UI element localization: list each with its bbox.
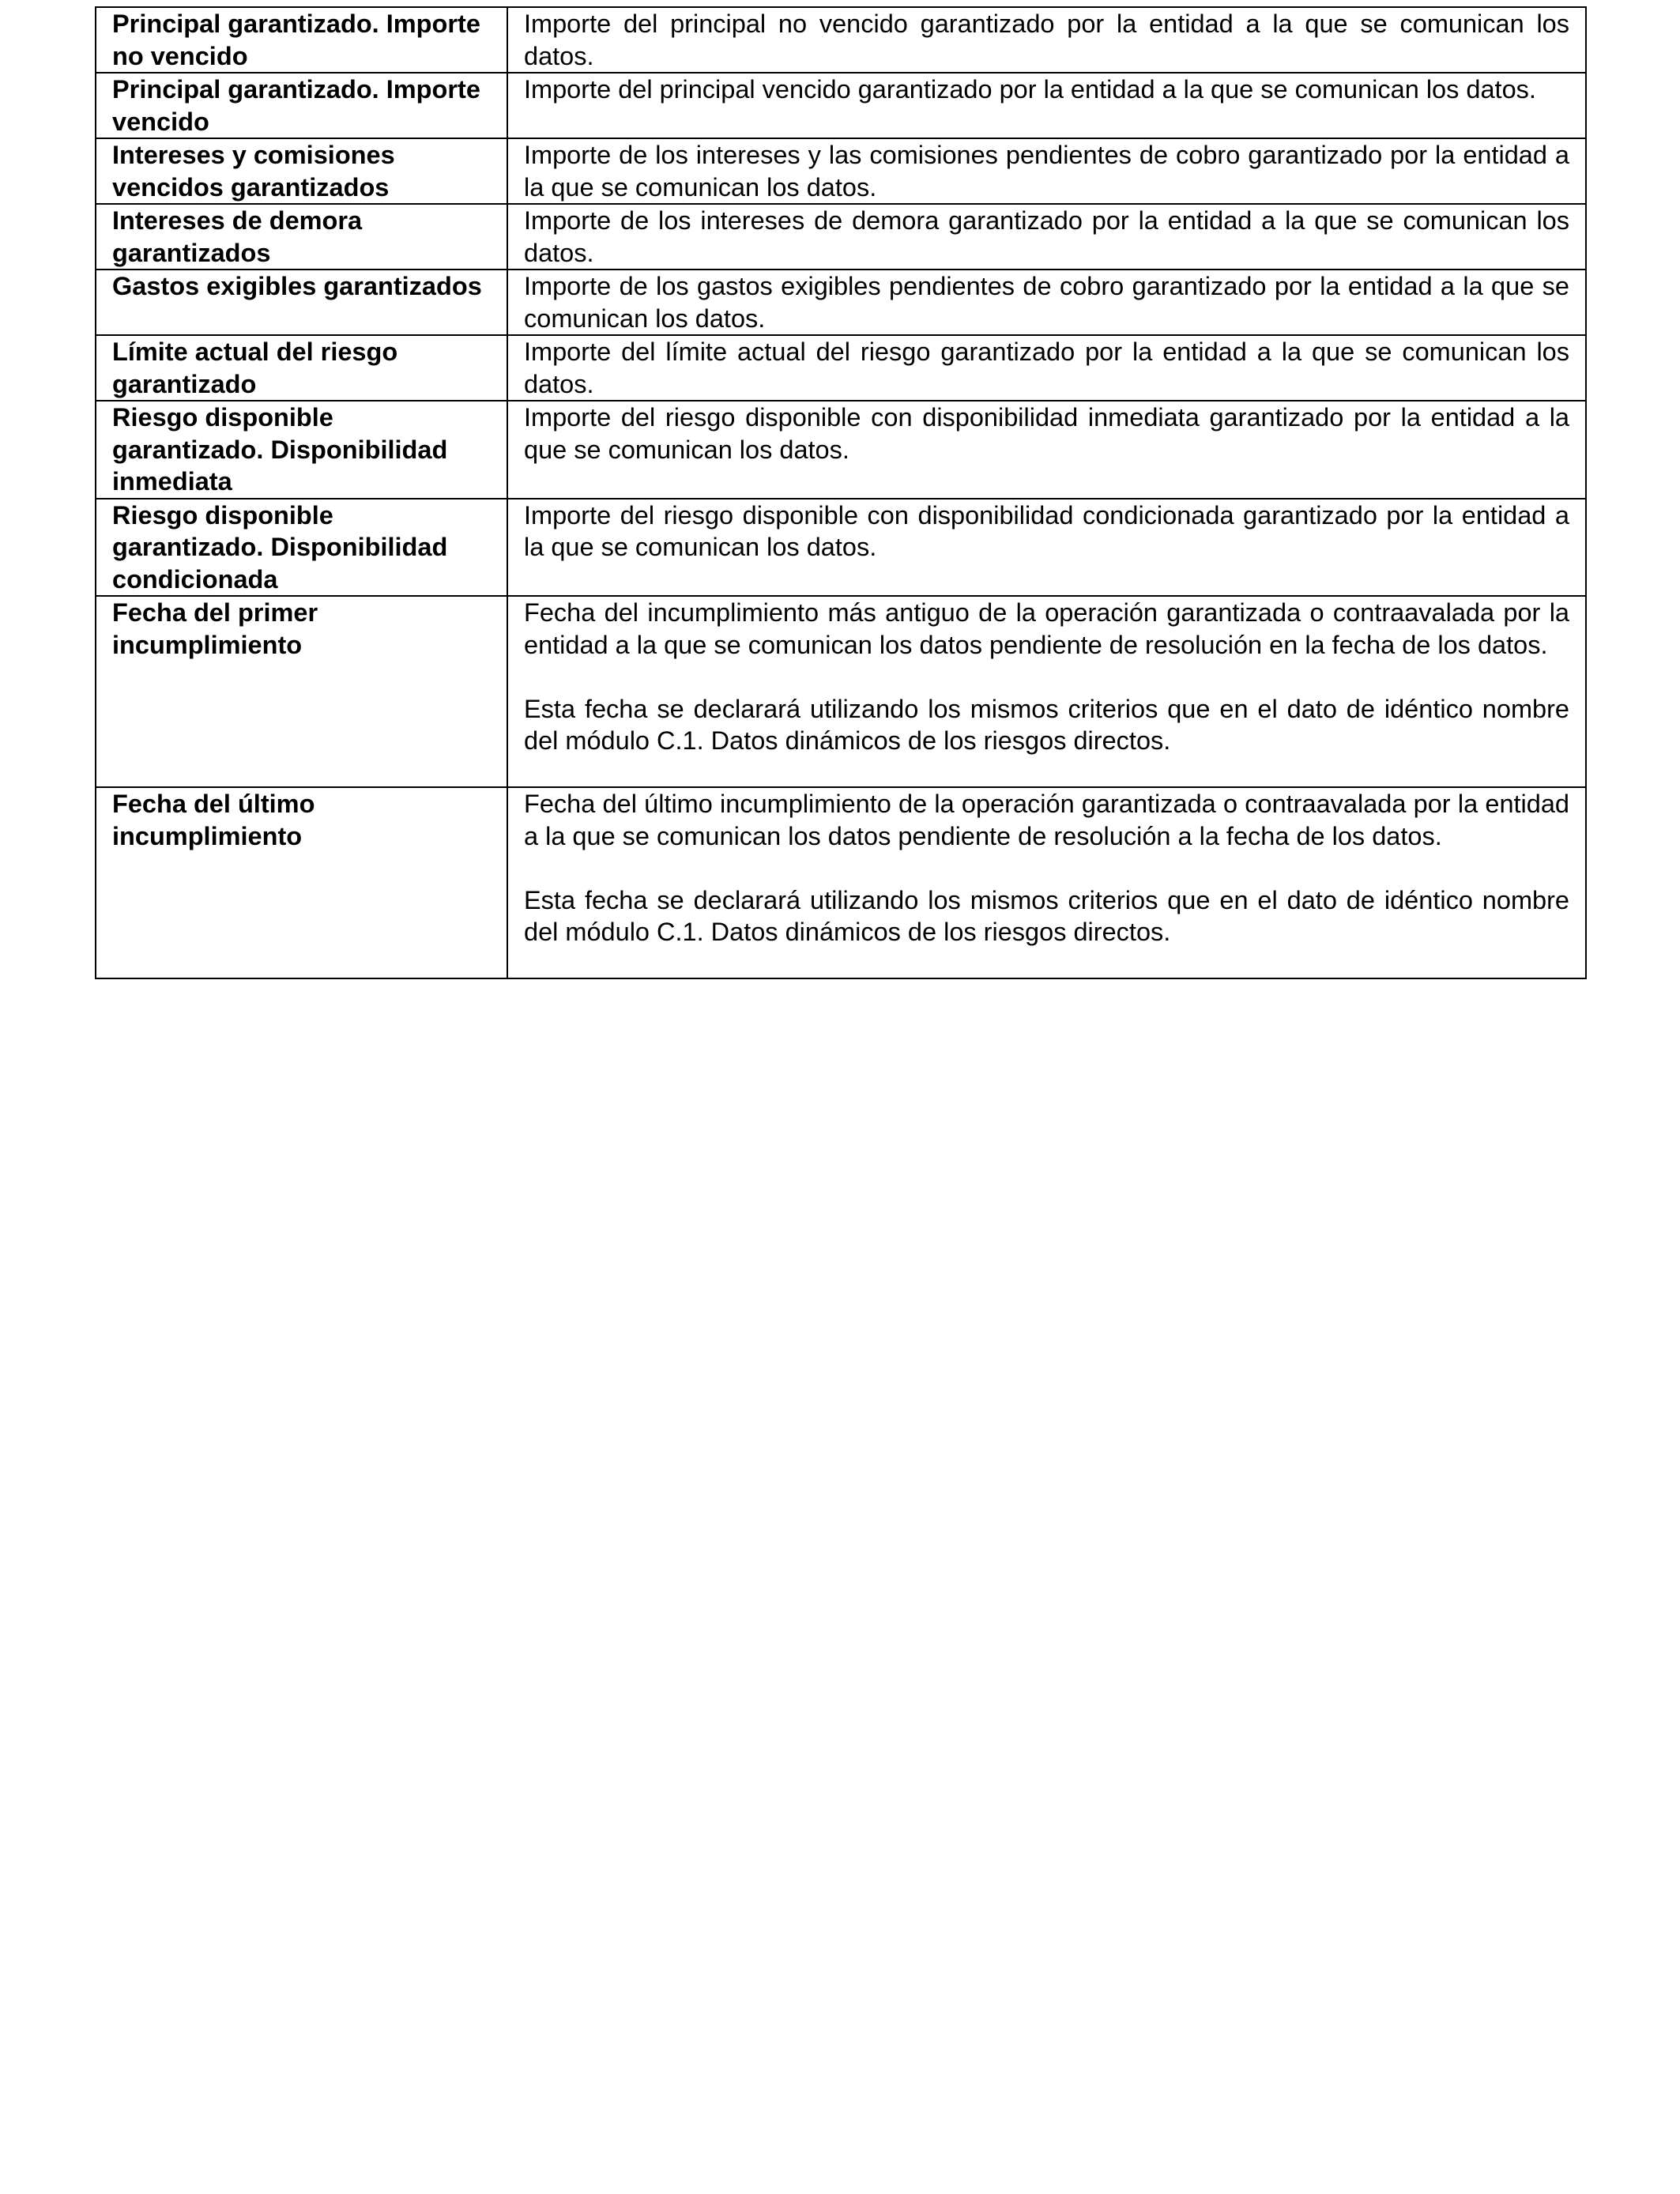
table-row — [96, 204, 1586, 270]
description-cell — [507, 401, 1586, 499]
term-cell: Fecha del último incumplimiento — [96, 787, 507, 978]
description-cell — [507, 73, 1586, 138]
description-paragraph: Importe del límite actual del riesgo garantizado por la entidad a la que se comunican los datos. — [524, 337, 1569, 398]
description-paragraph: Importe de los intereses y las comisiones pendientes de cobro garantizado por la entidad a la que se comunican los datos. — [524, 141, 1569, 202]
table-row — [96, 335, 1586, 401]
term-cell: Riesgo disponible garantizado. Disponibilidad inmediata — [96, 401, 507, 499]
description-paragraph: Importe del principal no vencido garantizado por la entidad a la que se comunican los datos. — [524, 9, 1569, 70]
description-paragraph: Importe de los intereses de demora garantizado por la entidad a la que se comunican los datos. — [524, 206, 1569, 267]
table-row — [96, 401, 1586, 499]
description-paragraph: Esta fecha se declarará utilizando los mismos criterios que en el dato de idéntico nombre del módulo C.1. Datos dinámicos de los riesgos directos. — [524, 885, 1569, 946]
table-row — [96, 7, 1586, 73]
description-cell — [507, 138, 1586, 204]
table-row — [96, 787, 1586, 978]
table-row — [96, 270, 1586, 335]
description-cell — [507, 499, 1586, 597]
description-paragraph: Importe del principal vencido garantizado por la entidad a la que se comunican los datos. — [524, 75, 1536, 104]
term-cell: Intereses y comisiones vencidos garantizados — [96, 138, 507, 204]
term-cell: Riesgo disponible garantizado. Disponibilidad condicionada — [96, 499, 507, 597]
definitions-table — [95, 6, 1587, 979]
term-cell: Límite actual del riesgo garantizado — [96, 335, 507, 401]
description-cell — [507, 787, 1586, 978]
description-paragraph: Importe de los gastos exigibles pendientes de cobro garantizado por la entidad a la que se comunican los datos. — [524, 272, 1569, 333]
term-cell: Fecha del primer incumplimiento — [96, 596, 507, 787]
table-row — [96, 596, 1586, 787]
description-paragraph: Fecha del incumplimiento más antiguo de la operación garantizada o contraavalada por la entidad a la que se comunican los datos pendiente de resolución en la fecha de los datos. — [524, 598, 1569, 659]
term-cell: Intereses de demora garantizados — [96, 204, 507, 270]
description-paragraph: Importe del riesgo disponible con disponibilidad condicionada garantizado por la entidad a la que se comunican los datos. — [524, 500, 1569, 561]
table-row — [96, 73, 1586, 138]
description-cell — [507, 596, 1586, 787]
table-row — [96, 138, 1586, 204]
description-cell — [507, 7, 1586, 73]
description-cell — [507, 270, 1586, 335]
table-row — [96, 499, 1586, 597]
description-cell — [507, 335, 1586, 401]
description-paragraph: Importe del riesgo disponible con disponibilidad inmediata garantizado por la entidad a la que se comunican los datos. — [524, 403, 1569, 464]
description-cell — [507, 204, 1586, 270]
term-cell: Principal garantizado. Importe no vencido — [96, 7, 507, 73]
description-paragraph: Esta fecha se declarará utilizando los mismos criterios que en el dato de idéntico nombre del módulo C.1. Datos dinámicos de los riesgos directos. — [524, 694, 1569, 755]
description-paragraph: Fecha del último incumplimiento de la operación garantizada o contraavalada por la entidad a la que se comunican los datos pendiente de resolución a la fecha de los datos. — [524, 790, 1569, 850]
term-cell: Gastos exigibles garantizados — [96, 270, 507, 335]
term-cell: Principal garantizado. Importe vencido — [96, 73, 507, 138]
